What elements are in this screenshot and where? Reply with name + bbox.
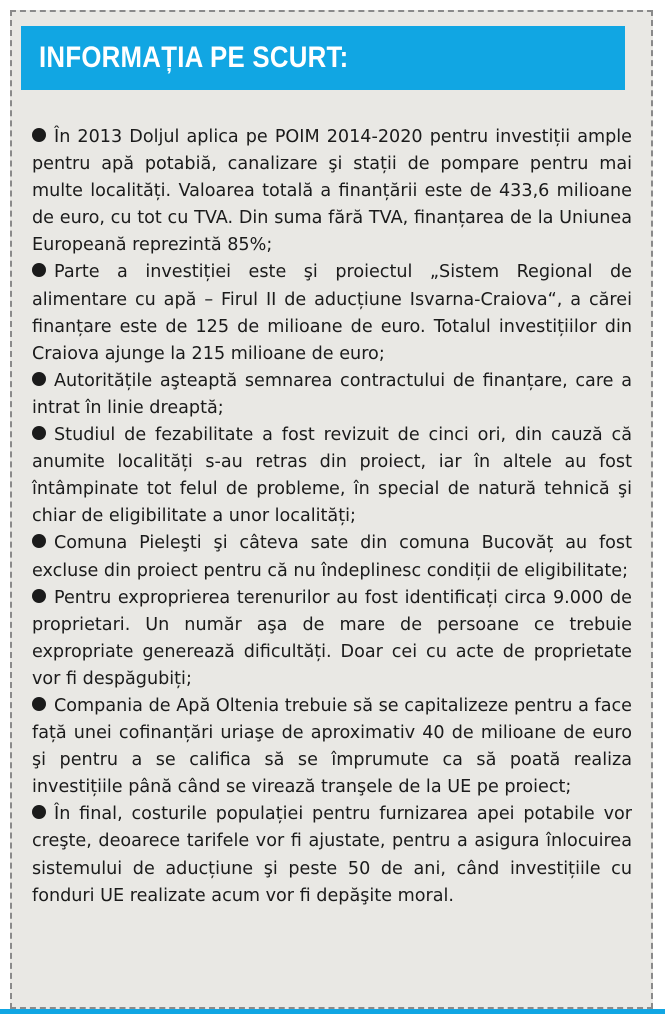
bullet-icon <box>32 534 46 548</box>
bullet-icon <box>32 697 46 711</box>
list-item <box>32 585 632 693</box>
bullet-icon <box>32 263 46 277</box>
list-item <box>32 124 632 259</box>
list-item-text: Compania de Apă Oltenia trebuie să se capitalizeze pentru a face față unei cofinanțări uriaşe de aproximativ 40 de milioane de euro şi pentru a se califica să se împrumute ca să poată realiza investițiile până când se virează tranşele de la UE pe proiect; <box>32 695 632 798</box>
bullet-icon <box>32 372 46 386</box>
info-list <box>32 124 632 910</box>
bottom-accent-bar <box>0 1009 665 1014</box>
list-item <box>32 422 632 530</box>
bullet-icon <box>32 805 46 819</box>
header-banner <box>21 26 625 90</box>
list-item-text: În 2013 Doljul aplica pe POIM 2014-2020 pentru investiții ample pentru apă potabiă, canalizare şi stații de pompare pentru mai multe localități. Valoarea totală a finanțării este de 433,6 milioane de euro, cu tot cu TVA. Din suma fără TVA, finanțarea de la Uniunea Europeană reprezintă 85%; <box>32 127 632 256</box>
list-item-text: Autoritățile aşteaptă semnarea contractului de finanțare, care a intrat în linie dreaptă; <box>32 370 632 418</box>
list-item <box>32 368 632 422</box>
list-item-text: În final, costurile populației pentru furnizarea apei potabile vor creşte, deoarece tarifele vor fi ajustate, pentru a asigura înlocuirea sistemului de aducțiune şi peste 50 de ani, când investițiile cu fonduri UE realizate acum vor fi depăşite moral. <box>32 804 632 906</box>
list-item <box>32 259 632 367</box>
list-item <box>32 801 632 909</box>
bullet-icon <box>32 426 46 440</box>
list-item-text: Parte a investiției este şi proiectul „Sistem Regional de alimentare cu apă – Firul II de aducțiune Isvarna-Craiova“, a cărei finanțare este de 125 de milioane de euro. Totalul investițiilor din Craiova ajunge la 215 milioane de euro; <box>32 262 632 364</box>
list-item-text: Comuna Pieleşti şi câteva sate din comuna Bucovăț au fost excluse din proiect pentru că nu îndeplinesc condiții de eligibilitate; <box>32 533 632 581</box>
bullet-icon <box>32 589 46 603</box>
header-title: INFORMAȚIA PE SCURT: <box>39 41 349 74</box>
list-item-text: Studiul de fezabilitate a fost revizuit de cinci ori, din cauză că anumite localități s-au retras din proiect, iar în altele au fost întâmpinate tot felul de probleme, în special de natură tehnică şi chiar de eligibilitate a unor localități; <box>32 425 632 527</box>
list-item <box>32 693 632 801</box>
list-item-text: Pentru exproprierea terenurilor au fost identificați circa 9.000 de proprietari. Un număr aşa de mare de persoane ce trebuie expropriate generează dificultăți. Doar cei cu acte de proprietate vor fi despăgubiți; <box>32 587 632 689</box>
bullet-icon <box>32 128 46 142</box>
list-item <box>32 530 632 584</box>
